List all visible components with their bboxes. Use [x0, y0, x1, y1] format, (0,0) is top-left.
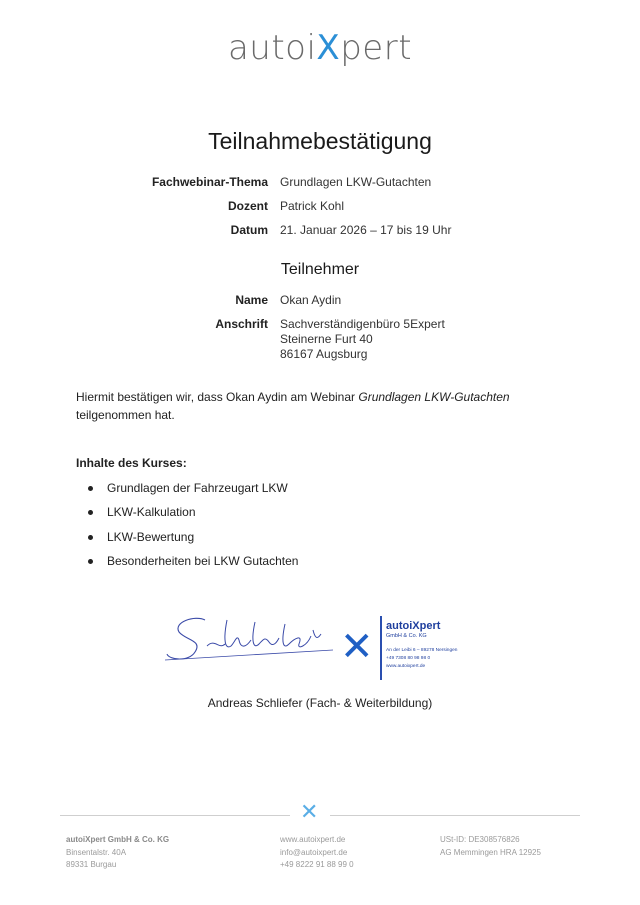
- footer-legal: USt-ID: DE308576826 AG Memmingen HRA 12925: [440, 835, 541, 857]
- footer-company: autoiXpert GmbH & Co. KG Binsentalstr. 40A 89331 Burgau: [66, 835, 170, 869]
- datum-value: 21. Januar 2026 – 17 bis 19 Uhr: [280, 223, 452, 237]
- signer-name: Andreas Schliefer (Fach- & Weiterbildung): [207, 696, 433, 710]
- footer-divider: [330, 815, 580, 816]
- anschrift-line: 86167 Augsburg: [280, 347, 368, 361]
- dozent-label: Dozent: [228, 199, 268, 213]
- anschrift-line: Steinerne Furt 40: [280, 332, 373, 346]
- thema-value: Grundlagen LKW-Gutachten: [280, 175, 432, 189]
- teilnehmer-heading: Teilnehmer: [280, 261, 360, 278]
- anschrift-value: [280, 317, 445, 362]
- footer-contact: www.autoixpert.de info@autoixpert.de +49 8222 91 88 99 0: [280, 835, 354, 869]
- x-logo-icon: ✕: [340, 624, 374, 670]
- confirmation-text: Hiermit bestätigen wir, dass Okan Aydin am Webinar Grundlagen LKW-Gutachten teilgenommen hat.: [76, 390, 510, 422]
- bullet-icon: [88, 559, 93, 564]
- anschrift-label: Anschrift: [215, 317, 268, 331]
- bullet-icon: [88, 535, 93, 540]
- name-label: Name: [235, 293, 268, 307]
- bullet-icon: [88, 486, 93, 491]
- document-title: Teilnahmebestätigung: [208, 128, 432, 154]
- company-stamp: ✕ autoiXpert GmbH & Co. KG An der Leibi 6 – 89278 Nersingen +49 7308 80 98 98 0 www.autoixpert.de: [340, 614, 480, 684]
- anschrift-line: Sachverständigenbüro 5Expert: [280, 317, 445, 331]
- x-logo-icon: ✕: [300, 800, 319, 825]
- thema-label: Fachwebinar-Thema: [151, 175, 268, 189]
- bullet-icon: [88, 510, 93, 515]
- datum-label: Datum: [230, 223, 268, 237]
- kurs-heading: Inhalte des Kurses:: [76, 456, 187, 470]
- footer-divider: [60, 815, 290, 816]
- autoixpert-logo: autoiXpert: [227, 28, 413, 68]
- name-value: Okan Aydin: [280, 293, 342, 307]
- dozent-value: Patrick Kohl: [280, 199, 345, 213]
- signature: [165, 610, 335, 670]
